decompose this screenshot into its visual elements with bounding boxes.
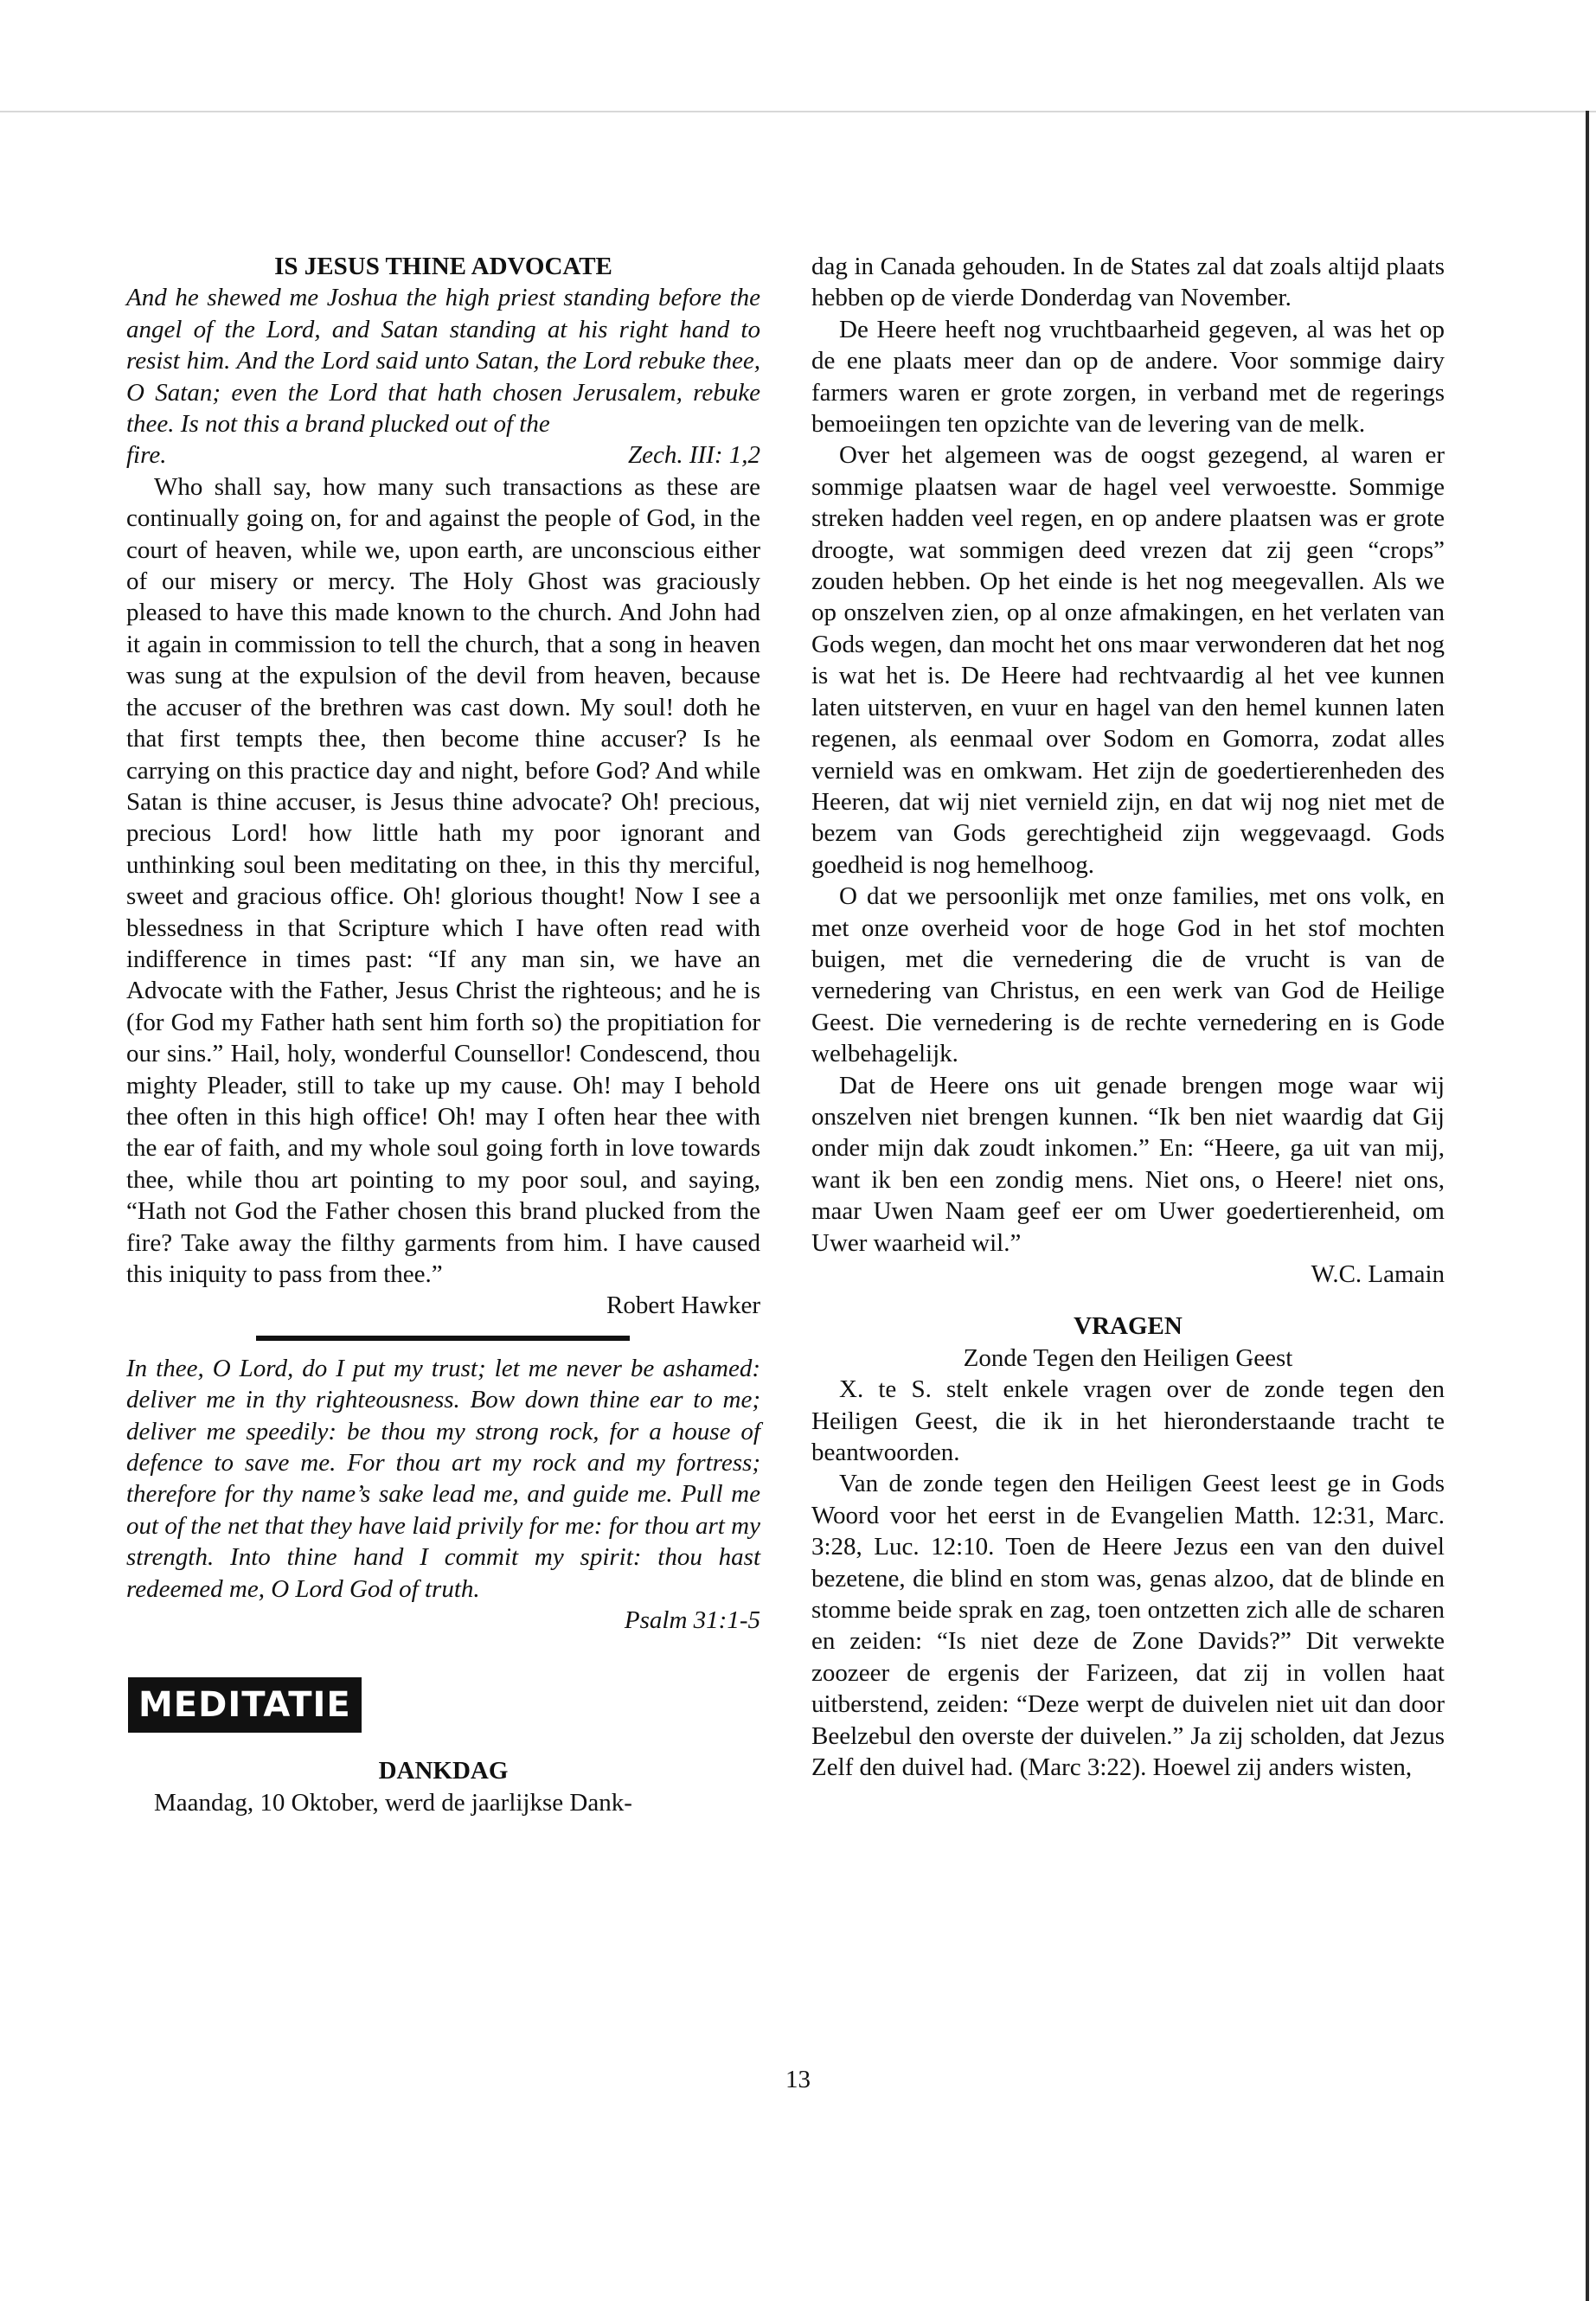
article-title: IS JESUS THINE ADVOCATE (274, 253, 612, 280)
dankdag-title: DANKDAG (378, 1757, 509, 1785)
page-number: 13 (785, 2066, 811, 2093)
spacer (811, 1290, 1445, 1311)
vragen-paragraph-2: Van de zonde tegen den Heiligen Geest leest ge in Gods Woord voor het eerst in de Evangelien Matth. 12:31, Marc. 3:28, Luc. 12:10. Toen de Heere Jezus een van den duivel bezetene, die blind en stom was, genas alzoo, dat de blinde en stomme beide sprak en zag, toen ontzetten zich alle de scharen en zeiden: “Is niet deze de Zone Davids?” Dit verwekte zoozeer de ergenis der Farizeen, dat zij in vollen haat uitberstend, zeiden: “Deze werpt de duivelen niet uit dan door Beelzebul den overste der duivelen.” Ja zij scholden, dat Jezus Zelf den duivel had. (Marc 3:22). Hoewel zij anders wisten, (811, 1470, 1445, 1782)
epigraph-reference: Zech. III: 1,2 (627, 441, 760, 470)
vragen-subtitle: Zonde Tegen den Heiligen Geest (963, 1343, 1293, 1372)
dankdag-paragraph-2: De Heere heeft nog vruchtbaarheid gegeven, al was het op de ene plaats meer dan op de andere. Voor sommige dairy farmers waren er grote zorgen, in verband met de regerings bemoeiingen ten opzichte van de levering van de melk. (811, 315, 1445, 439)
dankdag-start: Maandag, 10 Oktober, werd de jaarlijkse Dank- (154, 1788, 632, 1817)
article-body: Who shall say, how many such transactions as these are continually going on, for and against the people of God, in the court of heaven, while we, upon earth, are unconscious either of our misery or mercy. The Holy Ghost was graciously pleased to have this made known to the church. And John had it again in commission to tell the church, that a song in heaven was sung at the expulsion of the devil from heaven, because the accuser of the brethren was cast down. My soul! doth he that first tempts thee, then become thine accuser? Is he carrying on this practice day and night, before God? And while Satan is thine accuser, is Jesus thine advocate? Oh! precious, precious Lord! how little hath my poor ignorant and unthinking soul been meditating on thee, in this thy merciful, sweet and gracious office. Oh! glorious thought! Now I see a blessedness in that Scripture which I have often read with indifference in times past: “If any man sin, we have an Advocate with the Father, Jesus Christ the righteous; and he is (for God my Father hath sent him forth so) the propitiation for our sins.” Hail, holy, wonderful Counsellor! Condescend, thou mighty Pleader, still to take up my cause. Oh! may I behold thee often in this high office! Oh! may I often hear thee with the ear of faith, and my whole soul going forth in love towards thee, while thou art pointing to my poor soul, and saying, “Hath not God the Father chosen this brand plucked from the fire? Take away the filthy garments from him. I have caused this iniquity to pass from thee.” (126, 472, 760, 1288)
dankdag-author: W.C. Lamain (1311, 1260, 1445, 1288)
psalm-quote: In thee, O Lord, do I put my trust; let me never be ashamed: deliver me in thy righteousness. Bow down thine ear to me; deliver me speedily: be thou my strong rock, for a house of defence to save me. For thou art my rock and my fortress; therefore for thy name’s sake lead me, and guide me. Pull me out of the net that they have laid privily for me: for thou art my strength. Into thine hand I commit my spirit: thou hast redeemed me, O Lord God of truth. (126, 1354, 760, 1603)
epigraph-end: fire. (126, 441, 167, 470)
scan-top-edge (0, 111, 1596, 112)
epigraph: And he shewed me Joshua the high priest standing before the angel of the Lord, and Satan standing at his right hand to resist him. And the Lord said unto Satan, the Lord rebuke thee, O Satan; even the Lord that hath chosen Jerusalem, rebuke thee. Is not this a brand plucked out of the (126, 284, 760, 439)
dankdag-paragraph-5: Dat de Heere ons uit genade brengen moge waar wij onszelven niet brengen kunnen. “Ik ben niet waardig dat Gij onder mijn dak zoudt inkomen.” En: “Heere, ga uit van mij, want ik ben een zondig mens. Niet ons, o Heere! niet ons, maar Uwen Naam geef eer om Uwer goedertierenheid, om Uwer waarheid wil.” (811, 1071, 1445, 1257)
article-author: Robert Hawker (606, 1292, 760, 1320)
section-divider (256, 1336, 630, 1341)
vragen-title: VRAGEN (1074, 1312, 1183, 1341)
vragen-paragraph-1: X. te S. stelt enkele vragen over de zonde tegen den Heiligen Geest, die ik in het hieronderstaande tracht te beantwoorden. (811, 1375, 1445, 1467)
epigraph-citation-line (126, 439, 760, 471)
psalm-reference: Psalm 31:1-5 (624, 1606, 760, 1635)
left-column (126, 251, 760, 1818)
dankdag-paragraph-4: O dat we persoonlijk met onze families, met ons volk, en met onze overheid voor de hoge God in het stof mochten buigen, met die vernedering die de vrucht is van de vernedering van Christus, en een werk van God de Heilige Geest. Die vernedering is de rechte vernedering en is Gode welbehagelijk. (811, 882, 1445, 1068)
scan-right-edge (1586, 111, 1589, 2301)
dankdag-paragraph-1: dag in Canada gehouden. In de States zal dat zoals altijd plaats hebben op de vierde Donderdag van November. (811, 253, 1445, 312)
meditatie-logo: MEDITATIE (128, 1677, 362, 1733)
dankdag-paragraph-3: Over het algemeen was de oogst gezegend, al waren er sommige plaatsen waar de hagel veel verwoestte. Sommige streken hadden veel regen, en op andere plaatsen was er grote droogte, wat sommigen deed vrezen dat zij geen “crops” zouden hebben. Op het einde is het nog meegevallen. Als we op onszelven zien, op al onze afmakingen, en het verlaten van Gods wegen, dan mocht het ons maar verwonderen dat het nog is wat het is. De Heere had rechtvaardig al het vee kunnen laten uitsterven, en vuur en hagel van den hemel kunnen laten regenen, als eenmaal over Sodom en Gomorra, zodat alles vernield was en omkwam. Het zijn de goedertierenheden des Heeren, dat wij niet vernield zijn, en dat wij nog niet met de bezem van Gods gerechtigheid zijn weggevaagd. Gods goedheid is nog hemelhoog. (811, 441, 1445, 879)
right-column (811, 251, 1445, 1784)
